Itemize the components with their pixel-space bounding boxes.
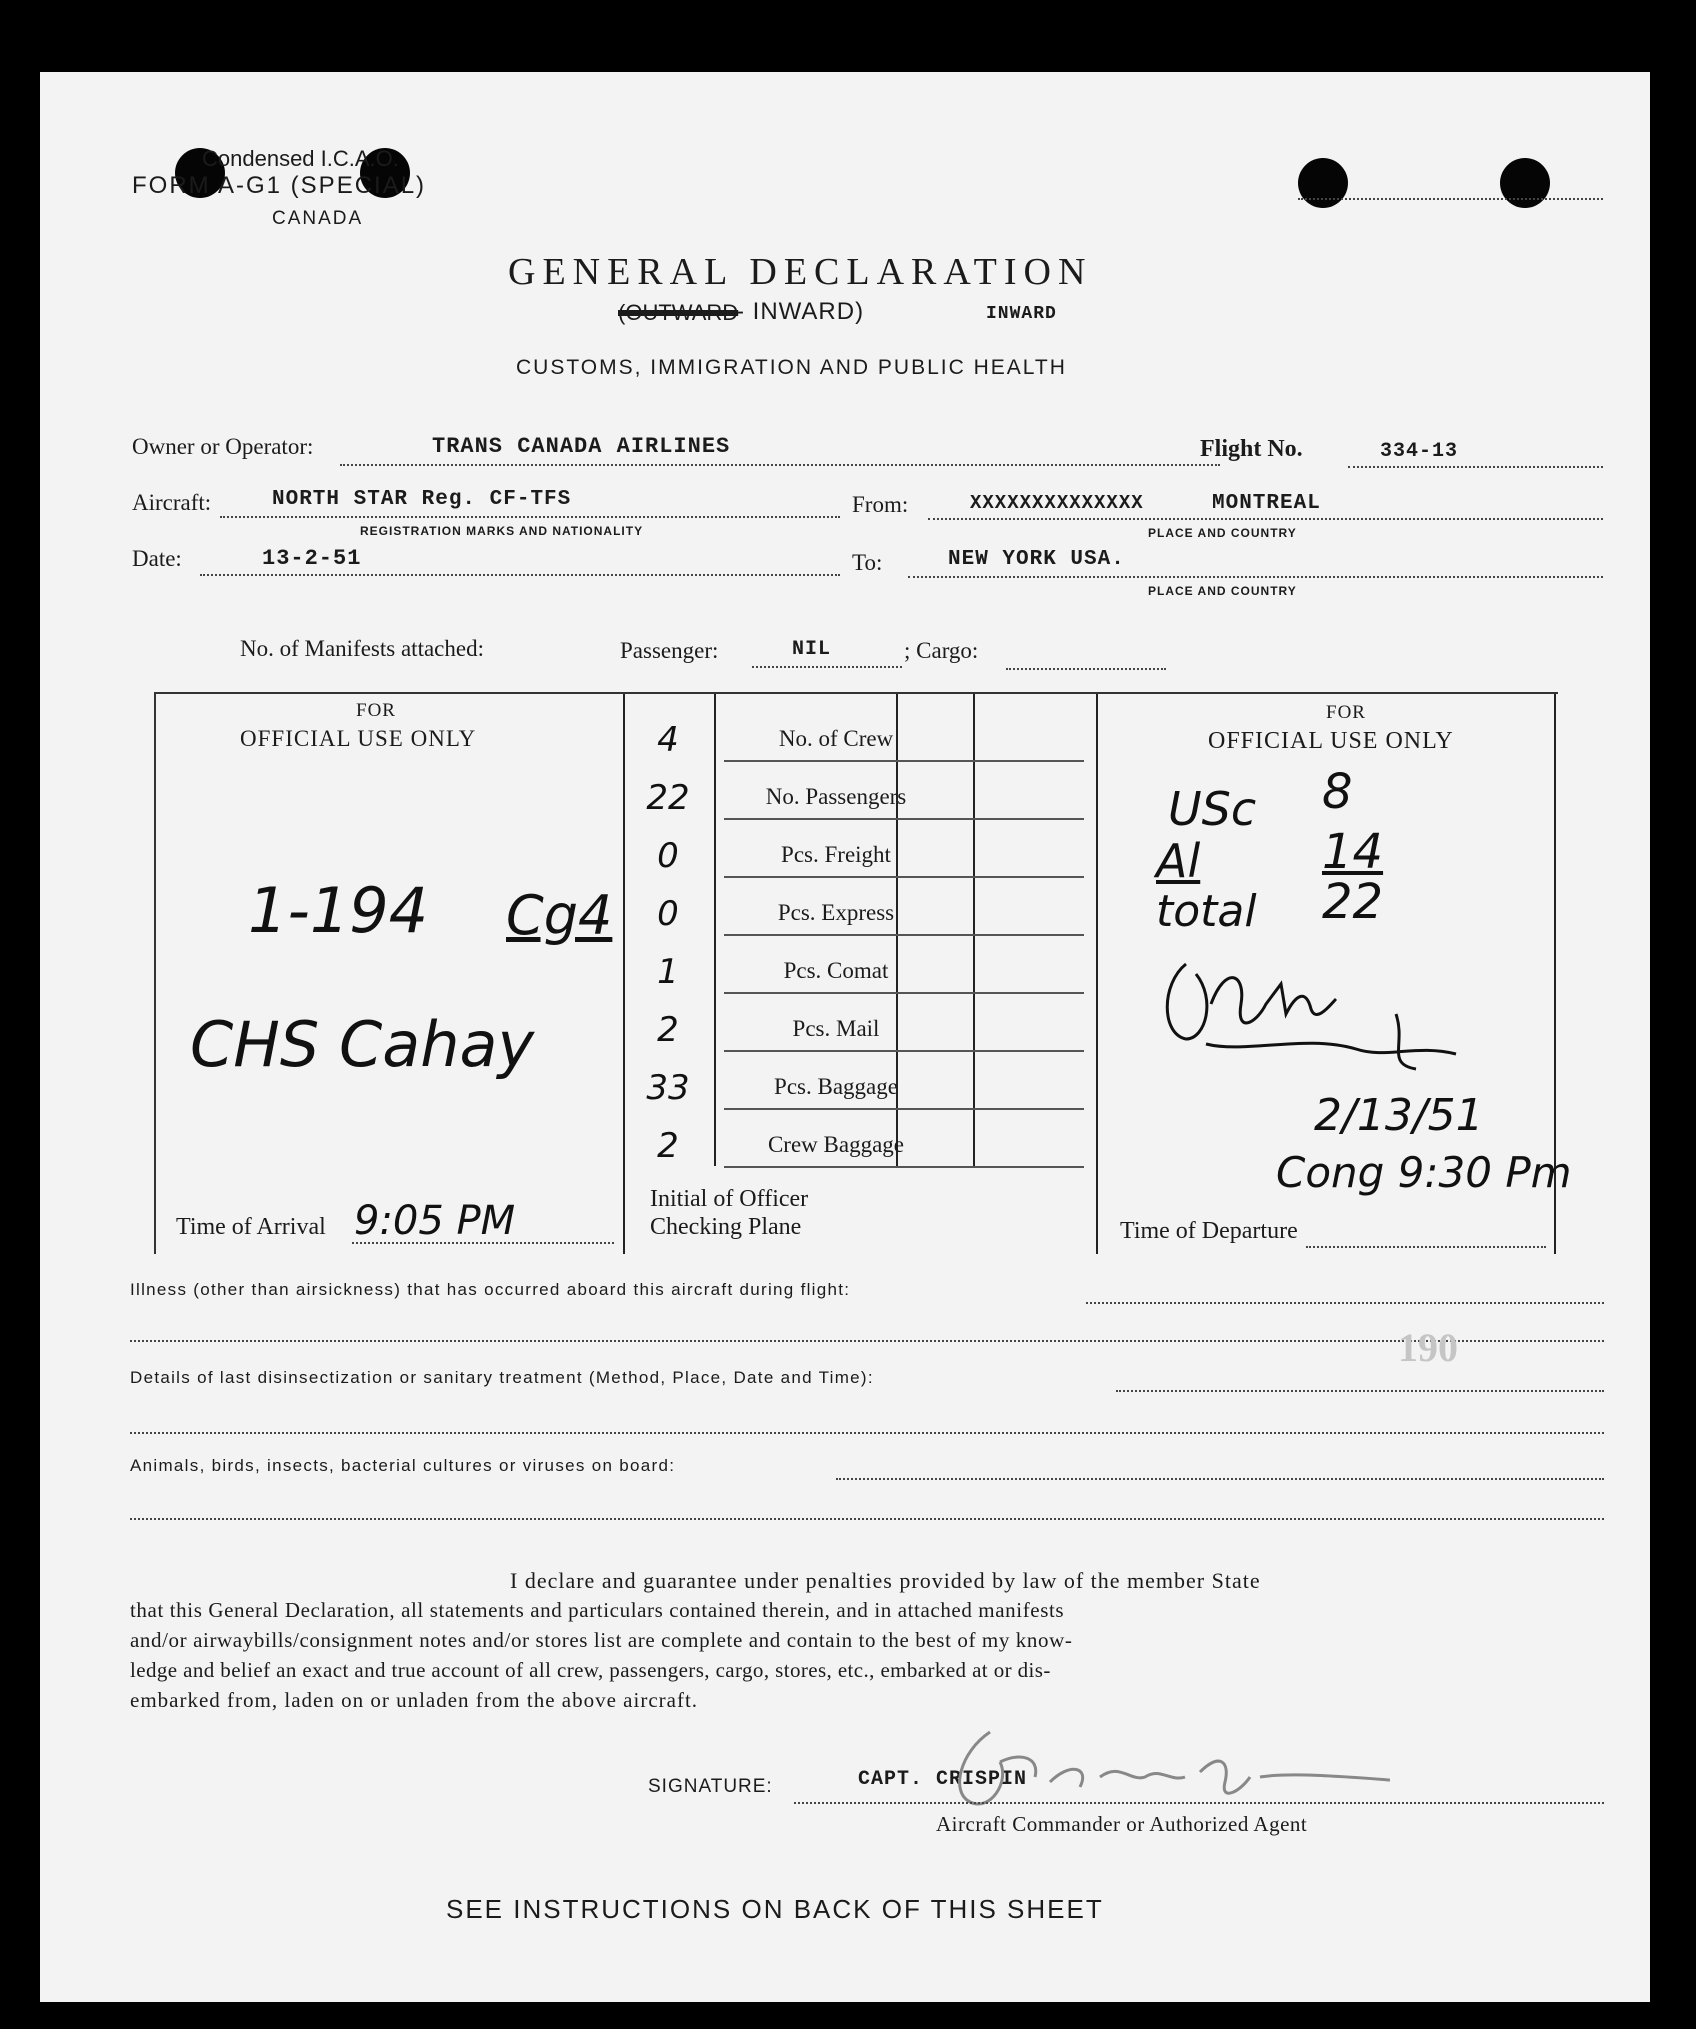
initial-label-2: Checking Plane [650, 1214, 802, 1240]
subtitle-struck: (OUTWARD [618, 300, 739, 325]
owner-value: TRANS CANADA AIRLINES [432, 434, 731, 459]
form-header-line2: FORM A-G1 (SPECIAL) [132, 172, 427, 199]
disinsect-question: Details of last disinsectization or sanitary treatment (Method, Place, Date and Time): [130, 1368, 874, 1387]
row-value: 2 [657, 1126, 679, 1166]
left-note-3: CHS Cahay [190, 1008, 535, 1081]
row-value: 1 [657, 952, 679, 992]
illness-question: Illness (other than airsickness) that has occurred aboard this aircraft during flight: [130, 1280, 851, 1299]
left-header-1: FOR [356, 700, 396, 721]
from-value: MONTREAL [1212, 492, 1321, 515]
to-label: To: [852, 550, 883, 575]
signature-typed: CAPT. CRISPIN [858, 1768, 1028, 1791]
declaration-line-1: I declare and guarantee under penalties provided by law of the member State [510, 1568, 1261, 1593]
right-note-use-value: 8 [1322, 764, 1353, 820]
right-note-al: Al [1156, 834, 1201, 888]
manifest-table [154, 692, 1572, 1254]
right-header-1: FOR [1326, 702, 1366, 723]
left-note-1: 1-194 [248, 874, 429, 947]
flight-value: 334-13 [1380, 440, 1459, 463]
left-header-2: OFFICIAL USE ONLY [240, 726, 477, 751]
right-note-use: USc [1168, 782, 1257, 836]
declaration-line-5: embarked from, laden on or unladen from the above aircraft. [130, 1688, 699, 1712]
row-value: 0 [657, 894, 679, 934]
from-label: From: [852, 492, 909, 517]
passenger-value: NIL [792, 638, 832, 661]
passenger-label: Passenger: [620, 638, 719, 663]
aircraft-label: Aircraft: [132, 490, 212, 515]
subtitle-typed: INWARD [986, 304, 1057, 324]
signature-caption: Aircraft Commander or Authorized Agent [936, 1812, 1308, 1836]
right-note-total-value: 22 [1322, 874, 1384, 930]
owner-label: Owner or Operator: [132, 434, 314, 459]
row-label: Pcs. Mail [792, 1016, 880, 1041]
arrival-label: Time of Arrival [176, 1214, 326, 1240]
animals-question: Animals, birds, insects, bacterial cultures or viruses on board: [130, 1456, 676, 1475]
declaration-line-4: ledge and belief an exact and true account of all crew, passengers, cargo, stores, etc., embarked at or dis- [130, 1658, 1051, 1682]
date-label: Date: [132, 546, 182, 571]
row-label: No. of Crew [778, 726, 894, 751]
stamp-number: 190 [1398, 1325, 1458, 1370]
date-value: 13-2-51 [262, 546, 362, 571]
punch-hole [1500, 158, 1550, 208]
flight-label: Flight No. [1200, 436, 1303, 462]
subtitle-2: CUSTOMS, IMMIGRATION AND PUBLIC HEALTH [516, 356, 1067, 379]
row-label: Pcs. Comat [783, 958, 889, 983]
signature-label: SIGNATURE: [648, 1776, 773, 1797]
officer-signature [1156, 944, 1496, 1074]
page-title: GENERAL DECLARATION [508, 251, 1093, 293]
row-value: 33 [646, 1068, 690, 1108]
punch-hole [1298, 158, 1348, 208]
row-value: 4 [657, 720, 679, 760]
row-value: 2 [657, 1010, 679, 1050]
to-value: NEW YORK USA. [948, 548, 1125, 571]
aircraft-value: NORTH STAR Reg. CF-TFS [272, 488, 572, 511]
cargo-label: ; Cargo: [904, 638, 979, 663]
form-header-line1: Condensed I.C.A.O. [202, 146, 399, 171]
subtitle: - INWARD) [736, 298, 865, 325]
row-label: Pcs. Baggage [774, 1074, 898, 1099]
row-label: Pcs. Freight [781, 842, 891, 867]
manifests-label: No. of Manifests attached: [240, 636, 484, 661]
right-note-al-value: 14 [1322, 824, 1384, 880]
departure-label: Time of Departure [1120, 1218, 1298, 1244]
declaration-sheet [40, 72, 1650, 2002]
form-header-line3: CANADA [272, 208, 364, 229]
row-value: 0 [657, 836, 679, 876]
initial-label-1: Initial of Officer [650, 1186, 809, 1212]
row-label: Pcs. Express [777, 900, 895, 925]
row-value: 22 [646, 778, 690, 818]
declaration-line-3: and/or airwaybills/consignment notes and/or stores list are complete and contain to the best of my know- [130, 1628, 1073, 1652]
aircraft-caption: REGISTRATION MARKS AND NATIONALITY [360, 524, 644, 538]
row-label: Crew Baggage [767, 1132, 905, 1157]
from-struck: XXXXXXXXXXXXXX [970, 492, 1144, 514]
right-note-date: 2/13/51 [1314, 1090, 1484, 1141]
row-label: No. Passengers [765, 784, 907, 809]
arrival-value: 9:05 PM [354, 1198, 516, 1244]
from-caption: PLACE AND COUNTRY [1148, 526, 1297, 540]
right-note-total: total [1156, 886, 1257, 937]
to-caption: PLACE AND COUNTRY [1148, 584, 1297, 598]
declaration-line-2: that this General Declaration, all statements and particulars contained therein, and in attached manifests [130, 1598, 1065, 1622]
right-note-departure: Cong 9:30 Pm [1276, 1148, 1572, 1197]
footer-instructions: SEE INSTRUCTIONS ON BACK OF THIS SHEET [446, 1894, 1104, 1924]
right-header-2: OFFICIAL USE ONLY [1208, 728, 1454, 754]
left-note-2: Cg4 [506, 884, 613, 947]
